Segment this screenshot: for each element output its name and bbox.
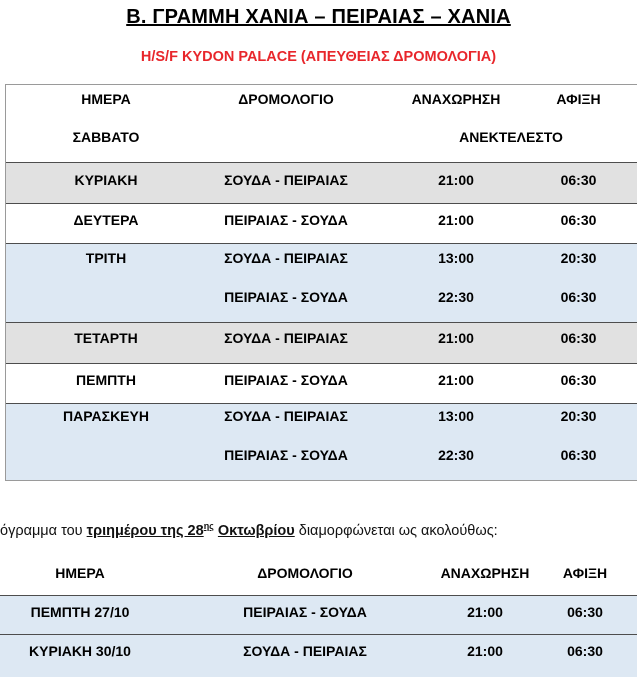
holiday-header-row — [0, 555, 637, 595]
departure-cell: 21:00 — [438, 212, 474, 228]
day-cell: ΠΕΜΠΤΗ 27/10 — [30, 604, 130, 620]
table-row — [6, 404, 637, 480]
page-title: Β. ΓΡΑΜΜΗ ΧΑΝΙΑ – ΠΕΙΡΑΙΑΣ – ΧΑΝΙΑ — [126, 6, 511, 28]
note-suffix: διαμορφώνεται ως ακολούθως: — [294, 523, 498, 539]
table-row — [6, 163, 637, 203]
route-cell: ΠΕΙΡΑΙΑΣ - ΣΟΥΔΑ — [224, 212, 348, 228]
departure-cell: 21:00 — [467, 604, 503, 620]
day-cell: ΚΥΡΙΑΚΗ — [74, 172, 138, 188]
arrival-cell: 06:30 — [567, 604, 603, 620]
table-row — [0, 596, 637, 634]
day-cell: ΠΑΡΑΣΚΕΥΗ — [63, 408, 149, 424]
day-cell: ΚΥΡΙΑΚΗ 30/10 — [29, 643, 131, 659]
departure-cell: 21:00 — [438, 330, 474, 346]
day-cell: ΠΕΜΠΤΗ — [76, 372, 136, 388]
header-route: ΔΡΟΜΟΛΟΓΙΟ — [257, 565, 353, 581]
table-row — [6, 204, 637, 243]
header-departure: ΑΝΑΧΩΡΗΣΗ — [440, 565, 530, 581]
arrival-cell: 06:30 — [560, 372, 597, 388]
day-cell: ΔΕΥΤΕΡΑ — [73, 212, 139, 228]
table-row — [6, 244, 637, 322]
departure-cell: 22:30 — [438, 289, 474, 305]
header-day: ΗΜΕΡΑ — [55, 565, 105, 581]
header-departure: ΑΝΑΧΩΡΗΣΗ — [411, 91, 501, 107]
route-cell: ΣΟΥΔΑ - ΠΕΙΡΑΙΑΣ — [243, 643, 367, 659]
route-cell: ΠΕΙΡΑΙΑΣ - ΣΟΥΔΑ — [243, 604, 367, 620]
departure-cell: 13:00 — [438, 250, 474, 266]
departure-cell: 13:00 — [438, 408, 474, 424]
day-cell: ΣΑΒΒΑΤΟ — [72, 129, 140, 145]
route-cell: ΠΕΙΡΑΙΑΣ - ΣΟΥΔΑ — [224, 289, 348, 305]
arrival-cell: 06:30 — [560, 447, 597, 463]
table-row — [0, 635, 637, 677]
table-header-row — [6, 85, 637, 123]
cancelled-note: ΑΝΕΚΤΕΛΕΣΤΟ — [459, 129, 563, 145]
departure-cell: 21:00 — [438, 372, 474, 388]
departure-cell: 21:00 — [467, 643, 503, 659]
route-cell: ΣΟΥΔΑ - ΠΕΙΡΑΙΑΣ — [224, 330, 348, 346]
vessel-subtitle: H/S/F KYDON PALACE (ΑΠΕΥΘΕΙΑΣ ΔΡΟΜΟΛΟΓΙΑ) — [140, 49, 497, 65]
table-row — [6, 364, 637, 403]
header-day: ΗΜΕΡΑ — [81, 91, 131, 107]
route-cell: ΣΟΥΔΑ - ΠΕΙΡΑΙΑΣ — [224, 408, 348, 424]
arrival-cell: 20:30 — [560, 250, 597, 266]
note-sup: ης — [203, 521, 214, 532]
route-cell: ΣΟΥΔΑ - ΠΕΙΡΑΙΑΣ — [224, 250, 348, 266]
holiday-table — [0, 555, 637, 677]
note-prefix: όγραμμα του — [0, 523, 87, 539]
day-cell: ΤΡΙΤΗ — [85, 250, 127, 266]
header-arrival: ΑΦΙΞΗ — [562, 565, 608, 581]
departure-cell: 22:30 — [438, 447, 474, 463]
arrival-cell: 06:30 — [560, 172, 597, 188]
route-cell: ΠΕΙΡΑΙΑΣ - ΣΟΥΔΑ — [224, 372, 348, 388]
route-cell: ΣΟΥΔΑ - ΠΕΙΡΑΙΑΣ — [224, 172, 348, 188]
holiday-note — [0, 523, 637, 539]
route-cell: ΠΕΙΡΑΙΑΣ - ΣΟΥΔΑ — [224, 447, 348, 463]
table-row — [6, 323, 637, 363]
departure-cell: 21:00 — [438, 172, 474, 188]
arrival-cell: 06:30 — [560, 212, 597, 228]
day-cell: ΤΕΤΑΡΤΗ — [74, 330, 138, 346]
header-arrival: ΑΦΙΞΗ — [556, 91, 601, 107]
header-route: ΔΡΟΜΟΛΟΓΙΟ — [238, 91, 334, 107]
arrival-cell: 06:30 — [567, 643, 603, 659]
schedule-table — [5, 84, 637, 481]
arrival-cell: 06:30 — [560, 289, 597, 305]
note-bold-2: Οκτωβρίου — [217, 523, 295, 539]
note-bold-1: τριημέρου της 28 — [86, 523, 204, 539]
arrival-cell: 06:30 — [560, 330, 597, 346]
table-row — [6, 123, 637, 162]
arrival-cell: 20:30 — [560, 408, 597, 424]
